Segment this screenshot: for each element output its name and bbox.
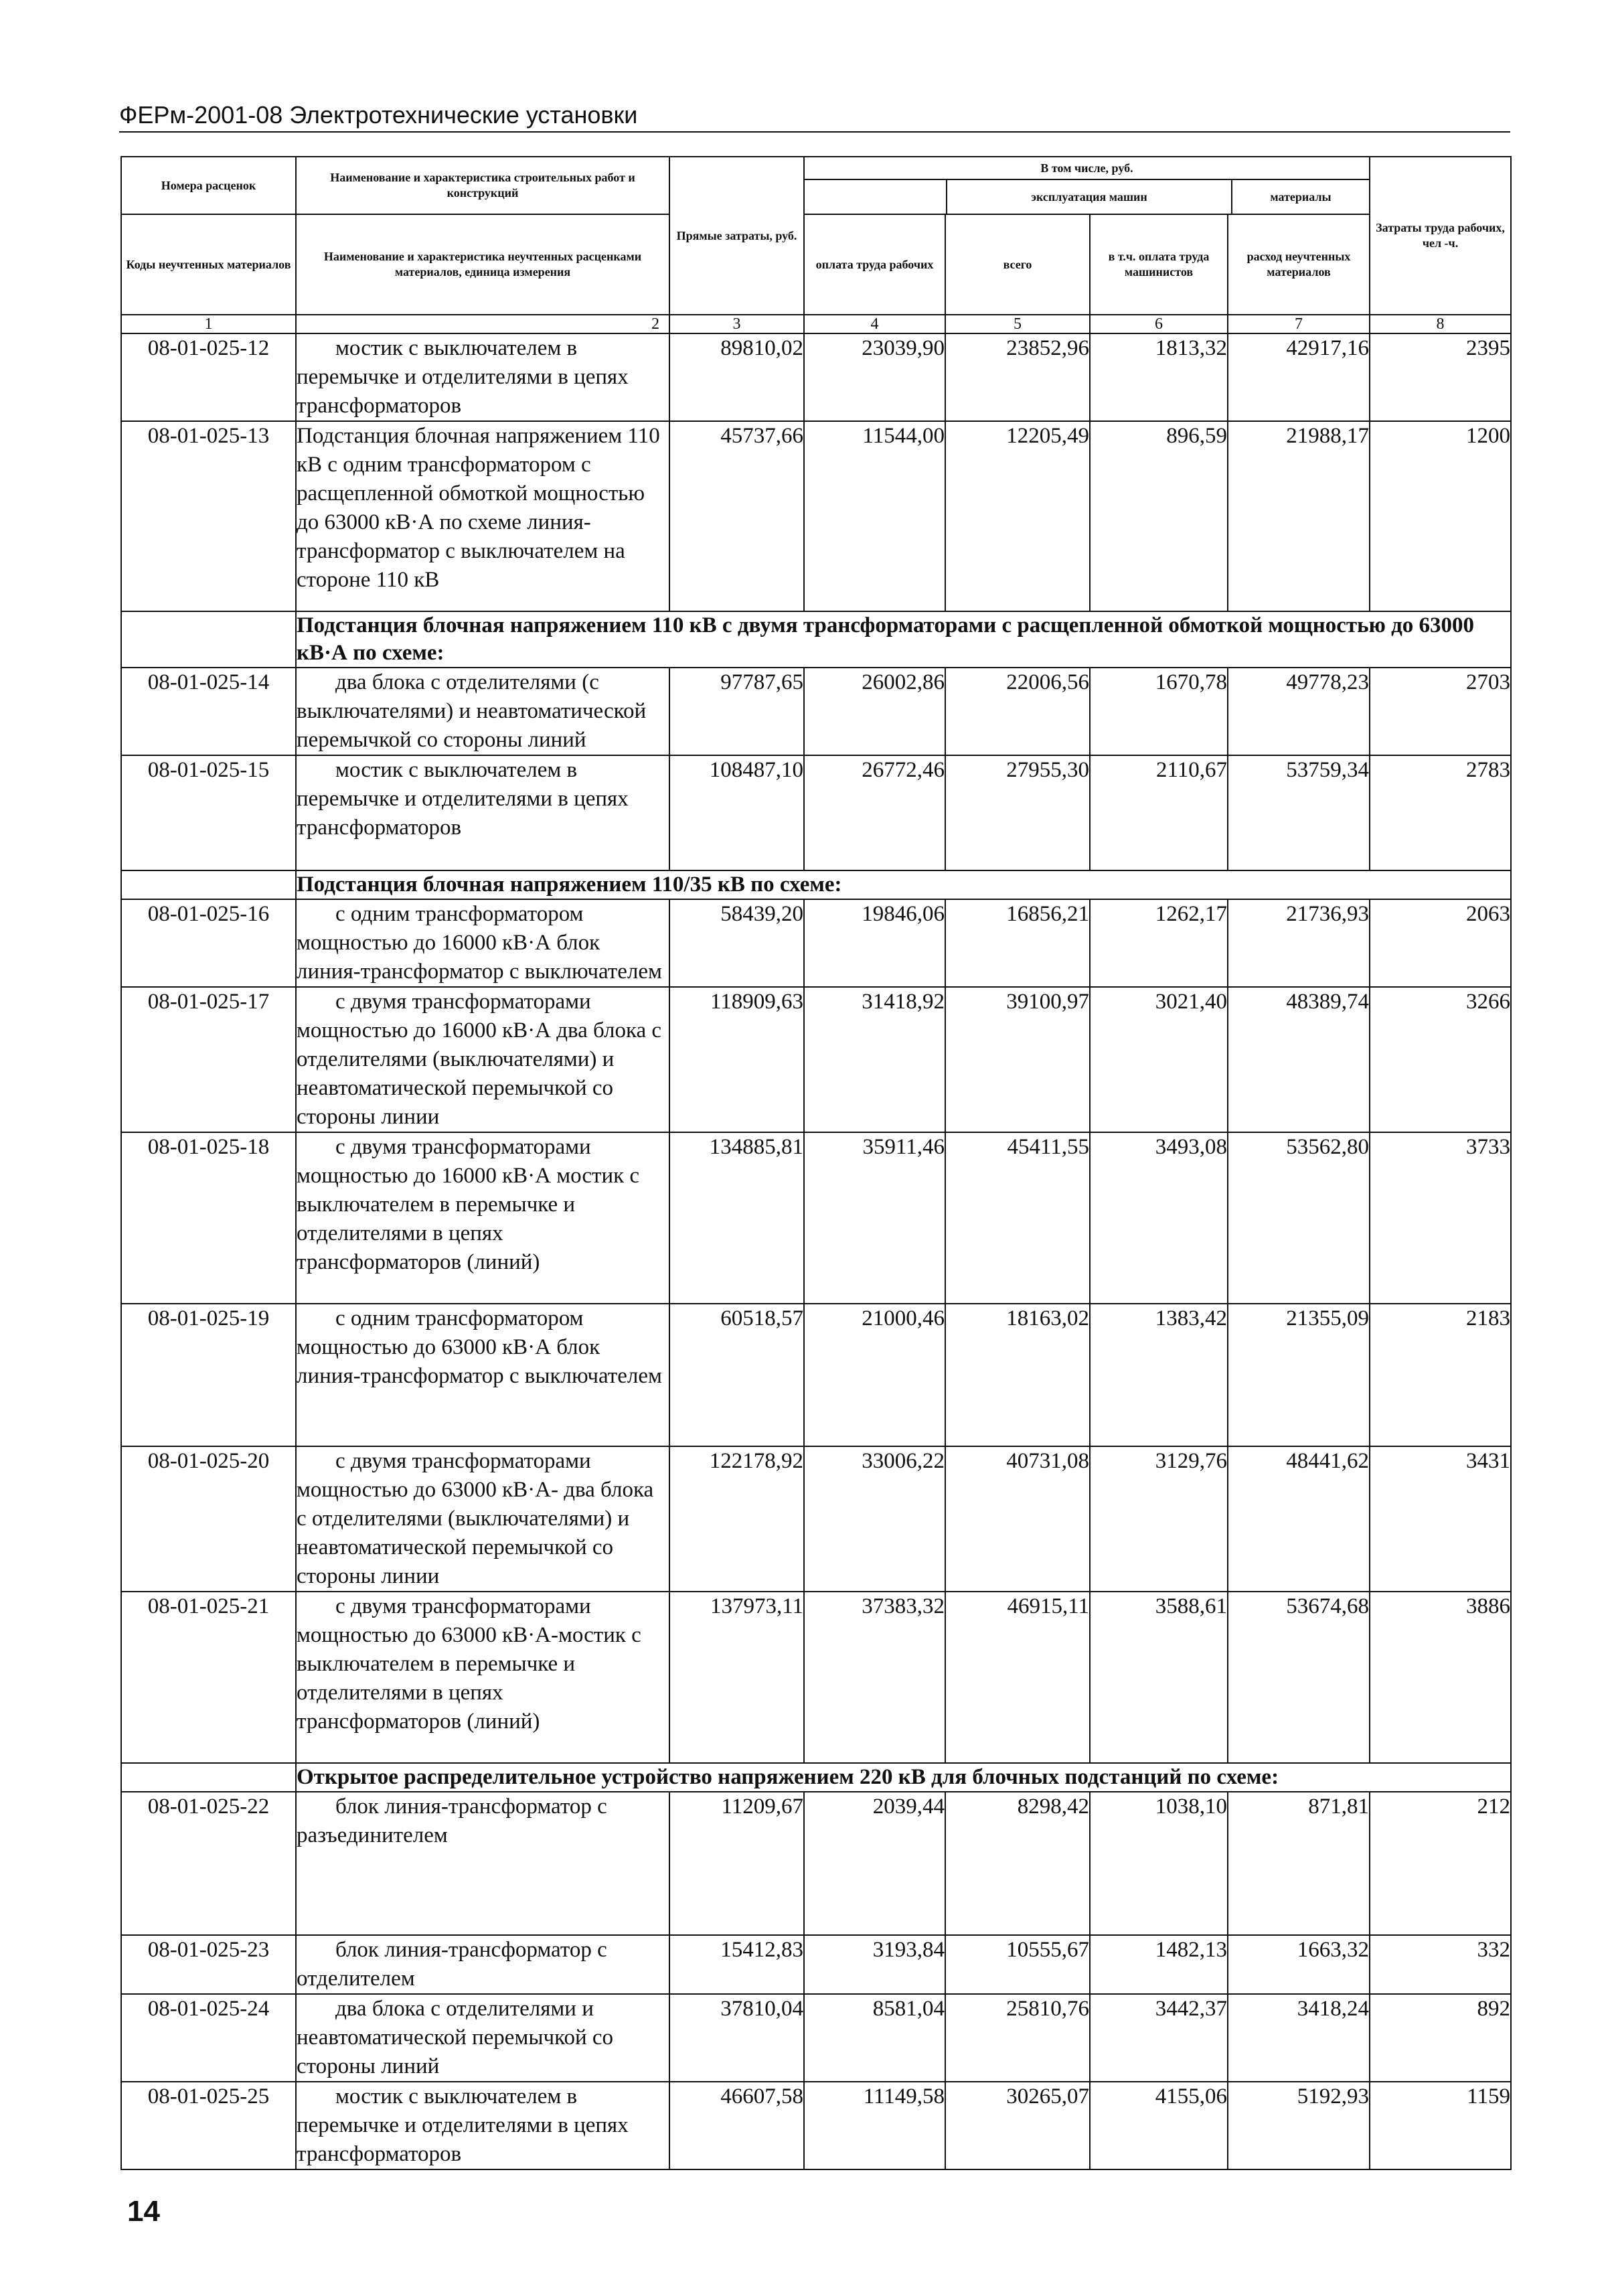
worker-pay-value: 2039,44 bbox=[804, 1792, 945, 1935]
header-operators-pay: в т.ч. оплата труда машинистов bbox=[1090, 214, 1228, 315]
rate-description bbox=[296, 1792, 669, 1935]
header-row-1 bbox=[121, 157, 1511, 214]
section-row bbox=[121, 870, 1511, 899]
rate-code: 08-01-025-12 bbox=[121, 333, 296, 421]
table-row bbox=[121, 1304, 1511, 1446]
worker-pay-value: 26002,86 bbox=[804, 668, 945, 755]
description-first-line: с одним трансформатором bbox=[335, 1306, 584, 1330]
direct-costs-value: 58439,20 bbox=[669, 899, 804, 987]
column-number: 4 bbox=[804, 315, 945, 333]
worker-pay-value: 31418,92 bbox=[804, 987, 945, 1132]
rate-code: 08-01-025-22 bbox=[121, 1792, 296, 1935]
section-code-cell bbox=[121, 870, 296, 899]
table-row bbox=[121, 2082, 1511, 2169]
direct-costs-value: 46607,58 bbox=[669, 2082, 804, 2169]
worker-pay-value: 35911,46 bbox=[804, 1132, 945, 1304]
machines-total-value: 23852,96 bbox=[945, 333, 1090, 421]
worker-pay-value: 26772,46 bbox=[804, 755, 945, 870]
worker-pay-value: 23039,90 bbox=[804, 333, 945, 421]
worker-pay-value: 11149,58 bbox=[804, 2082, 945, 2169]
table-row bbox=[121, 668, 1511, 755]
description-first-line: два блока с отделителями и bbox=[335, 1997, 594, 2021]
machines-total-value: 30265,07 bbox=[945, 2082, 1090, 2169]
materials-value: 53562,80 bbox=[1228, 1132, 1370, 1304]
materials-value: 48441,62 bbox=[1228, 1446, 1370, 1592]
description-first-line: с двумя трансформаторами bbox=[335, 1135, 591, 1159]
header-material-codes: Коды неучтенных материалов bbox=[121, 214, 296, 315]
machines-total-value: 12205,49 bbox=[945, 421, 1090, 611]
description-text: мощностью до 63000 кВ·А- два блока с отделителями (выключателями) и неавтоматической перемычкой со стороны линии bbox=[297, 1478, 654, 1588]
labor-value: 2183 bbox=[1370, 1304, 1511, 1446]
machines-total-value: 10555,67 bbox=[945, 1935, 1090, 1994]
header-total: всего bbox=[945, 214, 1090, 315]
worker-pay-value: 3193,84 bbox=[804, 1935, 945, 1994]
materials-value: 3418,24 bbox=[1228, 1994, 1370, 2082]
header-worker-pay: оплата труда рабочих bbox=[804, 214, 945, 315]
direct-costs-value: 134885,81 bbox=[669, 1132, 804, 1304]
description-text: мощностью до 16000 кВ·А два блока с отделителями (выключателями) и неавтоматической перемычкой со стороны линии bbox=[297, 1018, 662, 1129]
labor-value: 3266 bbox=[1370, 987, 1511, 1132]
table-row bbox=[121, 1792, 1511, 1935]
description-text: перемычке и отделителями в цепях трансформаторов bbox=[297, 787, 629, 840]
direct-costs-value: 118909,63 bbox=[669, 987, 804, 1132]
section-row bbox=[121, 611, 1511, 668]
worker-pay-value: 19846,06 bbox=[804, 899, 945, 987]
column-number: 7 bbox=[1228, 315, 1370, 333]
header-including-group bbox=[804, 157, 1370, 214]
column-number: 8 bbox=[1370, 315, 1511, 333]
section-code-cell bbox=[121, 1763, 296, 1792]
machines-total-value: 8298,42 bbox=[945, 1792, 1090, 1935]
description-text: перемычке и отделителями в цепях трансформаторов bbox=[297, 2113, 629, 2166]
rate-description bbox=[296, 1592, 669, 1763]
rate-description bbox=[296, 1446, 669, 1592]
materials-value: 1663,32 bbox=[1228, 1935, 1370, 1994]
page-number: 14 bbox=[127, 2195, 160, 2228]
header-unaccounted-materials-use: расход неучтенных материалов bbox=[1228, 214, 1370, 315]
description-text: выключателями) и неавтоматической перемычкой со стороны линий bbox=[297, 699, 647, 752]
description-text: отделителем bbox=[297, 1967, 415, 1991]
rate-code: 08-01-025-13 bbox=[121, 421, 296, 611]
machines-total-value: 27955,30 bbox=[945, 755, 1090, 870]
worker-pay-value: 11544,00 bbox=[804, 421, 945, 611]
description-text: перемычке и отделителями в цепях трансформаторов bbox=[297, 365, 629, 418]
materials-value: 21736,93 bbox=[1228, 899, 1370, 987]
operators-pay-value: 1670,78 bbox=[1090, 668, 1228, 755]
description-text: разъединителем bbox=[297, 1823, 448, 1847]
column-number: 6 bbox=[1090, 315, 1228, 333]
rate-code: 08-01-025-23 bbox=[121, 1935, 296, 1994]
operators-pay-value: 3493,08 bbox=[1090, 1132, 1228, 1304]
description-first-line: с двумя трансформаторами bbox=[335, 1449, 591, 1473]
description-text: Подстанция блочная напряжением 110 кВ с одним трансформатором с расщепленной обмоткой мощностью до 63000 кВ·А по схеме линия-трансформатор с выключателем на стороне 110 кВ bbox=[297, 424, 660, 592]
labor-value: 2703 bbox=[1370, 668, 1511, 755]
worker-pay-value: 8581,04 bbox=[804, 1994, 945, 2082]
column-number: 3 bbox=[669, 315, 804, 333]
machines-total-value: 39100,97 bbox=[945, 987, 1090, 1132]
rate-description bbox=[296, 2082, 669, 2169]
table-row bbox=[121, 899, 1511, 987]
description-text: мощностью до 16000 кВ·А мостик с выключателем в перемычке и отделителями в цепях трансформаторов (линий) bbox=[297, 1164, 640, 1274]
description-first-line: мостик с выключателем в bbox=[335, 2084, 578, 2109]
description-first-line: блок линия-трансформатор с bbox=[335, 1938, 607, 1962]
section-code-cell bbox=[121, 611, 296, 668]
direct-costs-value: 108487,10 bbox=[669, 755, 804, 870]
rate-code: 08-01-025-18 bbox=[121, 1132, 296, 1304]
description-text: мощностью до 63000 кВ·А-мостик с выключателем в перемычке и отделителями в цепях трансформаторов (линий) bbox=[297, 1623, 641, 1734]
rate-code: 08-01-025-20 bbox=[121, 1446, 296, 1592]
operators-pay-value: 4155,06 bbox=[1090, 2082, 1228, 2169]
rate-description bbox=[296, 1935, 669, 1994]
rate-code: 08-01-025-14 bbox=[121, 668, 296, 755]
header-spacer bbox=[805, 180, 947, 214]
description-first-line: мостик с выключателем в bbox=[335, 758, 578, 782]
operators-pay-value: 1262,17 bbox=[1090, 899, 1228, 987]
operators-pay-value: 1482,13 bbox=[1090, 1935, 1228, 1994]
direct-costs-value: 97787,65 bbox=[669, 668, 804, 755]
labor-value: 212 bbox=[1370, 1792, 1511, 1935]
table-row bbox=[121, 1935, 1511, 1994]
section-title: Подстанция блочная напряжением 110/35 кВ по схеме: bbox=[296, 870, 1511, 899]
description-first-line: с двумя трансформаторами bbox=[335, 990, 591, 1014]
direct-costs-value: 15412,83 bbox=[669, 1935, 804, 1994]
labor-value: 2783 bbox=[1370, 755, 1511, 870]
direct-costs-value: 122178,92 bbox=[669, 1446, 804, 1592]
rate-description bbox=[296, 1132, 669, 1304]
labor-value: 2063 bbox=[1370, 899, 1511, 987]
materials-value: 53674,68 bbox=[1228, 1592, 1370, 1763]
machines-total-value: 22006,56 bbox=[945, 668, 1090, 755]
operators-pay-value: 1038,10 bbox=[1090, 1792, 1228, 1935]
table-row bbox=[121, 1132, 1511, 1304]
labor-value: 892 bbox=[1370, 1994, 1511, 2082]
column-number-row bbox=[121, 315, 1511, 333]
machines-total-value: 46915,11 bbox=[945, 1592, 1090, 1763]
labor-value: 1159 bbox=[1370, 2082, 1511, 2169]
operators-pay-value: 1813,32 bbox=[1090, 333, 1228, 421]
table-row bbox=[121, 755, 1511, 870]
materials-value: 42917,16 bbox=[1228, 333, 1370, 421]
machines-total-value: 45411,55 bbox=[945, 1132, 1090, 1304]
table-row bbox=[121, 1592, 1511, 1763]
section-title: Открытое распределительное устройство напряжением 220 кВ для блочных подстанций по схеме: bbox=[296, 1763, 1511, 1792]
labor-value: 3886 bbox=[1370, 1592, 1511, 1763]
labor-value: 2395 bbox=[1370, 333, 1511, 421]
machines-total-value: 40731,08 bbox=[945, 1446, 1090, 1592]
table-row bbox=[121, 987, 1511, 1132]
table-row bbox=[121, 333, 1511, 421]
operators-pay-value: 1383,42 bbox=[1090, 1304, 1228, 1446]
column-number: 2 bbox=[296, 315, 669, 333]
table-body bbox=[121, 157, 1511, 2169]
machines-total-value: 18163,02 bbox=[945, 1304, 1090, 1446]
direct-costs-value: 89810,02 bbox=[669, 333, 804, 421]
rate-code: 08-01-025-19 bbox=[121, 1304, 296, 1446]
labor-value: 3431 bbox=[1370, 1446, 1511, 1592]
worker-pay-value: 37383,32 bbox=[804, 1592, 945, 1763]
operators-pay-value: 3588,61 bbox=[1090, 1592, 1228, 1763]
rate-code: 08-01-025-16 bbox=[121, 899, 296, 987]
section-title: Подстанция блочная напряжением 110 кВ с двумя трансформаторами с расщепленной обмоткой мощностью до 63000 кВ·А по схеме: bbox=[296, 611, 1511, 668]
direct-costs-value: 37810,04 bbox=[669, 1994, 804, 2082]
rate-description bbox=[296, 755, 669, 870]
description-first-line: два блока с отделителями (с bbox=[335, 670, 599, 694]
table-row bbox=[121, 1446, 1511, 1592]
direct-costs-value: 137973,11 bbox=[669, 1592, 804, 1763]
materials-value: 48389,74 bbox=[1228, 987, 1370, 1132]
worker-pay-value: 21000,46 bbox=[804, 1304, 945, 1446]
header-labor-costs: Затраты труда рабочих, чел -ч. bbox=[1370, 157, 1511, 315]
document-header-title: ФЕРм-2001-08 Электротехнические установки bbox=[119, 100, 1510, 133]
materials-value: 53759,34 bbox=[1228, 755, 1370, 870]
labor-value: 332 bbox=[1370, 1935, 1511, 1994]
rate-description bbox=[296, 333, 669, 421]
machines-total-value: 16856,21 bbox=[945, 899, 1090, 987]
materials-value: 5192,93 bbox=[1228, 2082, 1370, 2169]
column-number: 5 bbox=[945, 315, 1090, 333]
worker-pay-value: 33006,22 bbox=[804, 1446, 945, 1592]
description-text: мощностью до 63000 кВ·А блок линия-трансформатор с выключателем bbox=[297, 1335, 662, 1388]
rate-description bbox=[296, 668, 669, 755]
header-unaccounted-names: Наименование и характеристика неучтенных расценками материалов, единица измерения bbox=[296, 214, 669, 315]
rate-description bbox=[296, 421, 669, 611]
description-text: неавтоматической перемычкой со стороны линий bbox=[297, 2025, 614, 2078]
operators-pay-value: 896,59 bbox=[1090, 421, 1228, 611]
materials-value: 49778,23 bbox=[1228, 668, 1370, 755]
table-row bbox=[121, 421, 1511, 611]
direct-costs-value: 11209,67 bbox=[669, 1792, 804, 1935]
description-text: мощностью до 16000 кВ·А блок линия-трансформатор с выключателем bbox=[297, 931, 662, 984]
materials-value: 871,81 bbox=[1228, 1792, 1370, 1935]
description-first-line: блок линия-трансформатор с bbox=[335, 1794, 607, 1819]
table-row bbox=[121, 1994, 1511, 2082]
operators-pay-value: 3442,37 bbox=[1090, 1994, 1228, 2082]
rate-code: 08-01-025-25 bbox=[121, 2082, 296, 2169]
header-name-characteristic: Наименование и характеристика строительных работ и конструкций bbox=[296, 157, 669, 214]
header-direct-costs: Прямые затраты, руб. bbox=[669, 157, 804, 315]
header-rate-numbers: Номера расценок bbox=[121, 157, 296, 214]
direct-costs-value: 45737,66 bbox=[669, 421, 804, 611]
header-row-2 bbox=[121, 214, 1511, 315]
rate-description bbox=[296, 1994, 669, 2082]
rates-table bbox=[120, 156, 1512, 2170]
rate-code: 08-01-025-17 bbox=[121, 987, 296, 1132]
materials-value: 21988,17 bbox=[1228, 421, 1370, 611]
rate-code: 08-01-025-15 bbox=[121, 755, 296, 870]
operators-pay-value: 3021,40 bbox=[1090, 987, 1228, 1132]
rate-description bbox=[296, 899, 669, 987]
direct-costs-value: 60518,57 bbox=[669, 1304, 804, 1446]
rate-description bbox=[296, 1304, 669, 1446]
operators-pay-value: 3129,76 bbox=[1090, 1446, 1228, 1592]
header-including: В том числе, руб. bbox=[805, 157, 1369, 180]
description-first-line: мостик с выключателем в bbox=[335, 336, 578, 360]
operators-pay-value: 2110,67 bbox=[1090, 755, 1228, 870]
rate-code: 08-01-025-24 bbox=[121, 1994, 296, 2082]
column-number: 1 bbox=[121, 315, 296, 333]
machines-total-value: 25810,76 bbox=[945, 1994, 1090, 2082]
labor-value: 1200 bbox=[1370, 421, 1511, 611]
rate-code: 08-01-025-21 bbox=[121, 1592, 296, 1763]
header-machine-operation: эксплуатация машин bbox=[947, 180, 1232, 214]
materials-value: 21355,09 bbox=[1228, 1304, 1370, 1446]
description-first-line: с одним трансформатором bbox=[335, 902, 584, 926]
description-first-line: с двумя трансформаторами bbox=[335, 1594, 591, 1618]
header-materials: материалы bbox=[1270, 190, 1332, 204]
section-row bbox=[121, 1763, 1511, 1792]
rate-description bbox=[296, 987, 669, 1132]
labor-value: 3733 bbox=[1370, 1132, 1511, 1304]
